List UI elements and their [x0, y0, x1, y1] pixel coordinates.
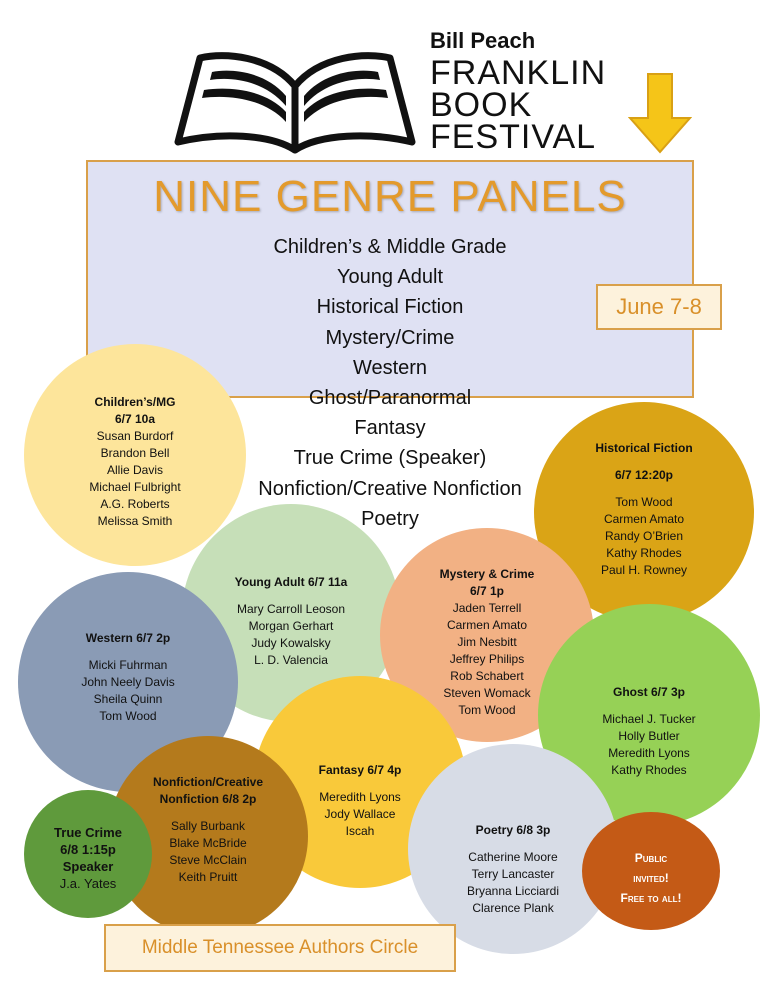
panel-time: 6/8 1:15p: [60, 842, 116, 857]
panel-author: Catherine Moore: [468, 850, 558, 864]
panel-time: 6/7 12:20p: [614, 468, 674, 482]
panel-title: Historical Fiction: [595, 441, 693, 455]
panel-author: Sheila Quinn: [93, 692, 163, 706]
panel-author: Holly Butler: [618, 729, 680, 743]
panel-author: Jaden Terrell: [452, 601, 522, 615]
panel-author: Sally Burbank: [170, 819, 246, 833]
panel-author: A.G. Roberts: [100, 497, 170, 511]
panel-author: Steve McClain: [169, 853, 247, 867]
panel-author: Blake McBride: [169, 836, 247, 850]
genre-item: Fantasy: [354, 417, 426, 440]
public-invited-badge: [582, 812, 720, 930]
panel-title: Fantasy 6/7 4p: [318, 763, 402, 777]
genre-item: Historical Fiction: [316, 296, 464, 319]
panel-time: Nonfiction 6/8 2p: [159, 792, 257, 806]
panel-author: J.a. Yates: [59, 876, 117, 891]
panel-author: Morgan Gerhart: [248, 619, 334, 633]
panel-author: Kathy Rhodes: [611, 763, 687, 777]
panel-title: Western 6/7 2p: [85, 631, 171, 645]
public-line: Free to all!: [620, 891, 682, 905]
panel-children: [24, 344, 246, 566]
public-line: invited!: [633, 871, 669, 885]
genre-item: Mystery/Crime: [325, 326, 455, 349]
brand-franklin: FRANKLIN: [430, 54, 607, 92]
panel-author: Tom Wood: [99, 709, 157, 723]
panel-role: Speaker: [62, 859, 114, 874]
panel-author: Meredith Lyons: [608, 746, 690, 760]
panel-time: 6/7 10a: [114, 412, 156, 426]
panel-author: Tom Wood: [615, 495, 673, 509]
panel-title: Mystery & Crime: [439, 567, 535, 581]
footer-organizer: Middle Tennessee Authors Circle: [104, 924, 456, 972]
brand-festival: FESTIVAL: [430, 118, 597, 156]
panel-author: John Neely Davis: [81, 675, 175, 689]
panel-title: Children’s/MG: [94, 395, 176, 409]
panel-author: Keith Pruitt: [178, 870, 238, 884]
panel-author: Tom Wood: [458, 703, 516, 717]
genre-item: Nonfiction/Creative Nonfiction: [258, 477, 522, 500]
panel-author: Carmen Amato: [446, 618, 528, 632]
panel-author: Clarence Plank: [472, 901, 554, 915]
panel-title: Nonfiction/Creative: [152, 775, 263, 789]
panel-author: Judy Kowalsky: [251, 636, 331, 650]
panel-author: Jody Wallace: [324, 807, 396, 821]
panel-author: Michael Fulbright: [89, 480, 181, 494]
panel-author: Jeffrey Philips: [449, 652, 525, 666]
panel-title: Ghost 6/7 3p: [612, 685, 686, 699]
panel-title: True Crime: [54, 825, 122, 840]
genre-item: True Crime (Speaker): [293, 447, 487, 470]
panel-author: Carmen Amato: [603, 512, 685, 526]
panel-author: Terry Lancaster: [471, 867, 555, 881]
panel-author: Susan Burdorf: [96, 429, 174, 443]
panel-author: Jim Nesbitt: [457, 635, 517, 649]
panel-author: Iscah: [345, 824, 375, 838]
panel-title: Poetry 6/8 3p: [475, 823, 551, 837]
panel-author: Michael J. Tucker: [602, 712, 696, 726]
panel-author: Allie Davis: [106, 463, 163, 477]
panel-author: Bryanna Licciardi: [466, 884, 560, 898]
open-book-icon: [170, 46, 420, 156]
panel-title: Young Adult 6/7 11a: [234, 575, 348, 589]
brand-bill-peach: Bill Peach: [430, 28, 536, 53]
panel-author: Meredith Lyons: [319, 790, 401, 804]
panel-author: Paul H. Rowney: [600, 563, 688, 577]
panel-author: Micki Fuhrman: [88, 658, 168, 672]
panel-author: Brandon Bell: [100, 446, 170, 460]
genre-item: Poetry: [361, 507, 419, 530]
brand-book: BOOK: [430, 86, 533, 124]
genre-item: Western: [352, 356, 428, 379]
genre-item: Young Adult: [336, 266, 444, 289]
public-line: Public: [634, 851, 668, 865]
genre-item: Ghost/Paranormal: [308, 387, 472, 410]
panel-author: Kathy Rhodes: [606, 546, 682, 560]
main-title: NINE GENRE PANELS: [153, 172, 627, 221]
date-badge: June 7-8: [596, 284, 722, 330]
panel-author: Rob Schabert: [450, 669, 524, 683]
genre-item: Children’s & Middle Grade: [273, 236, 507, 258]
genre-list: [200, 232, 580, 534]
panel-author: Steven Womack: [443, 686, 531, 700]
panel-time: 6/7 1p: [469, 584, 505, 598]
arrow-down-icon: [628, 72, 692, 154]
panel-author: Mary Carroll Leoson: [236, 602, 346, 616]
panel-author: L. D. Valencia: [254, 653, 328, 667]
panel-true-crime: [24, 790, 152, 918]
panel-author: Randy O’Brien: [604, 529, 684, 543]
panel-author: Melissa Smith: [97, 514, 173, 528]
